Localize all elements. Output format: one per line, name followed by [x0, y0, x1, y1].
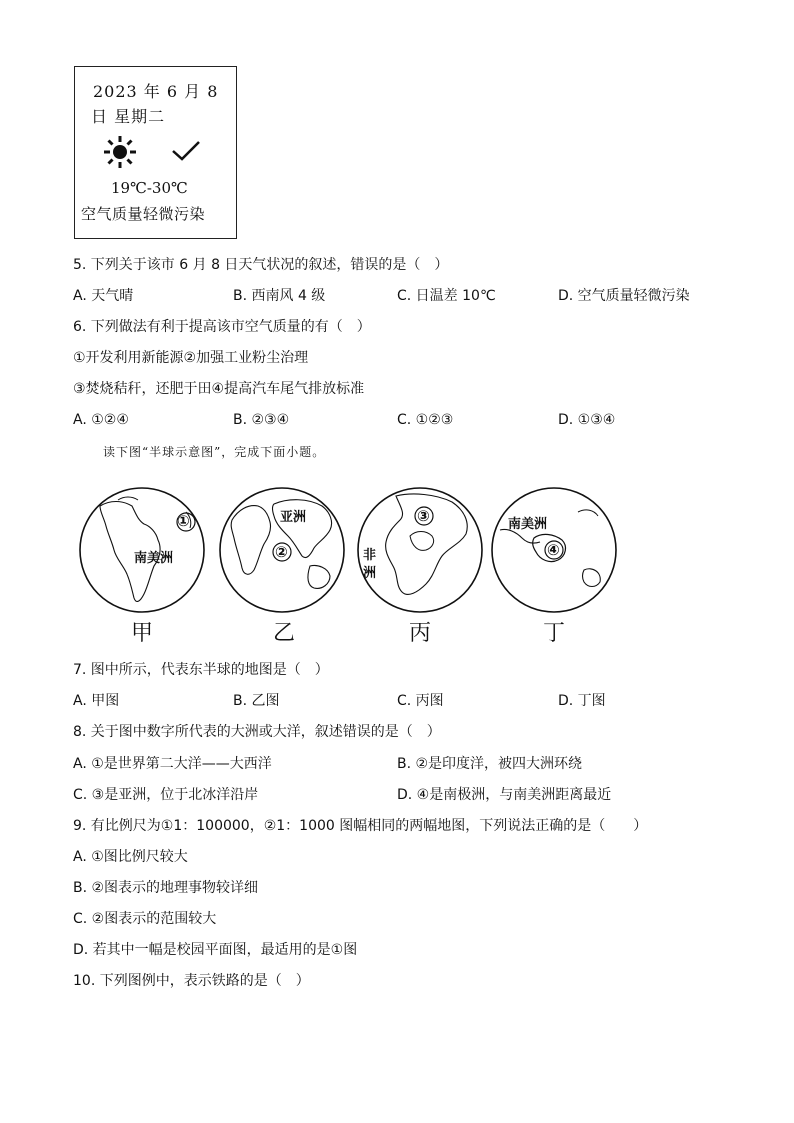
globe-ding	[490, 486, 618, 614]
q8-option-a[interactable]: A. ①是世界第二大洋——大西洋	[73, 756, 272, 772]
globe-jia	[78, 486, 206, 614]
q6-option-a[interactable]: A. ①②④	[73, 412, 129, 428]
q8-option-b[interactable]: B. ②是印度洋，被四大洲环绕	[397, 756, 583, 772]
weather-card	[74, 66, 237, 239]
q10-stem: 10. 下列图例中，表示铁路的是（ ）	[73, 973, 310, 989]
weather-date-line1: 2023 年 6 月 8	[93, 82, 219, 101]
q7-option-c[interactable]: C. 丙图	[397, 693, 444, 709]
q6-option-b[interactable]: B. ②③④	[233, 412, 290, 428]
weather-temperature: 19℃-30℃	[111, 179, 188, 197]
globe-yi-label: 亚洲	[280, 510, 307, 525]
globe-bing-number: ③	[417, 507, 430, 525]
q8-option-d[interactable]: D. ④是南极洲，与南美洲距离最近	[397, 787, 612, 803]
globe-ding-name: 丁	[542, 621, 565, 646]
q5-stem: 5. 下列关于该市 6 月 8 日天气状况的叙述，错误的是（ ）	[73, 257, 449, 273]
q9-option-a[interactable]: A. ①图比例尺较大	[73, 849, 188, 865]
globe-bing	[356, 486, 484, 614]
weather-date-line2: 日 星期二	[91, 107, 166, 126]
globe-ding-label: 南美洲	[508, 517, 548, 532]
q7-option-a[interactable]: A. 甲图	[73, 693, 120, 709]
q8-option-c[interactable]: C. ③是亚洲，位于北冰洋沿岸	[73, 787, 259, 803]
q5-option-c[interactable]: C. 日温差 10℃	[397, 288, 496, 304]
q9-option-c[interactable]: C. ②图表示的范围较大	[73, 911, 217, 927]
q6-line2: ③焚烧秸秆，还肥于田④提高汽车尾气排放标准	[73, 381, 365, 397]
globe-bing-label-1: 非	[363, 548, 377, 563]
figure-intro: 读下图“半球示意图”，完成下面小题。	[103, 445, 326, 459]
q5-option-a[interactable]: A. 天气晴	[73, 288, 134, 304]
q9-option-b[interactable]: B. ②图表示的地理事物较详细	[73, 880, 259, 896]
q9-option-d[interactable]: D. 若其中一幅是校园平面图，最适用的是①图	[73, 942, 358, 958]
q5-option-d[interactable]: D. 空气质量轻微污染	[558, 288, 690, 304]
q6-stem: 6. 下列做法有利于提高该市空气质量的有（ ）	[73, 319, 371, 335]
q7-stem: 7. 图中所示，代表东半球的地图是（ ）	[73, 662, 329, 678]
sun-icon	[103, 135, 137, 169]
weather-air-quality: 空气质量轻微污染	[81, 205, 206, 223]
q5-option-b[interactable]: B. 西南风 4 级	[233, 288, 326, 304]
globe-yi	[218, 486, 346, 614]
q8-stem: 8. 关于图中数字所代表的大洲或大洋，叙述错误的是（ ）	[73, 724, 441, 740]
globe-bing-label-2: 洲	[363, 566, 377, 581]
globe-ding-number: ④	[547, 541, 560, 559]
q6-option-d[interactable]: D. ①③④	[558, 412, 616, 428]
globe-yi-number: ②	[275, 543, 288, 561]
globe-jia-number: ①	[177, 512, 190, 530]
globe-jia-name: 甲	[130, 621, 153, 646]
q7-option-b[interactable]: B. 乙图	[233, 693, 280, 709]
q7-option-d[interactable]: D. 丁图	[558, 693, 606, 709]
q9-stem: 9. 有比例尺为①1：100000，②1：1000 图幅相同的两幅地图，下列说法正确的是（ ）	[73, 818, 648, 834]
check-icon	[171, 139, 201, 163]
globe-bing-name: 丙	[408, 621, 431, 646]
globe-yi-name: 乙	[272, 621, 295, 646]
q6-option-c[interactable]: C. ①②③	[397, 412, 454, 428]
globe-jia-label: 南美洲	[134, 551, 174, 566]
q6-line1: ①开发利用新能源②加强工业粉尘治理	[73, 350, 309, 366]
